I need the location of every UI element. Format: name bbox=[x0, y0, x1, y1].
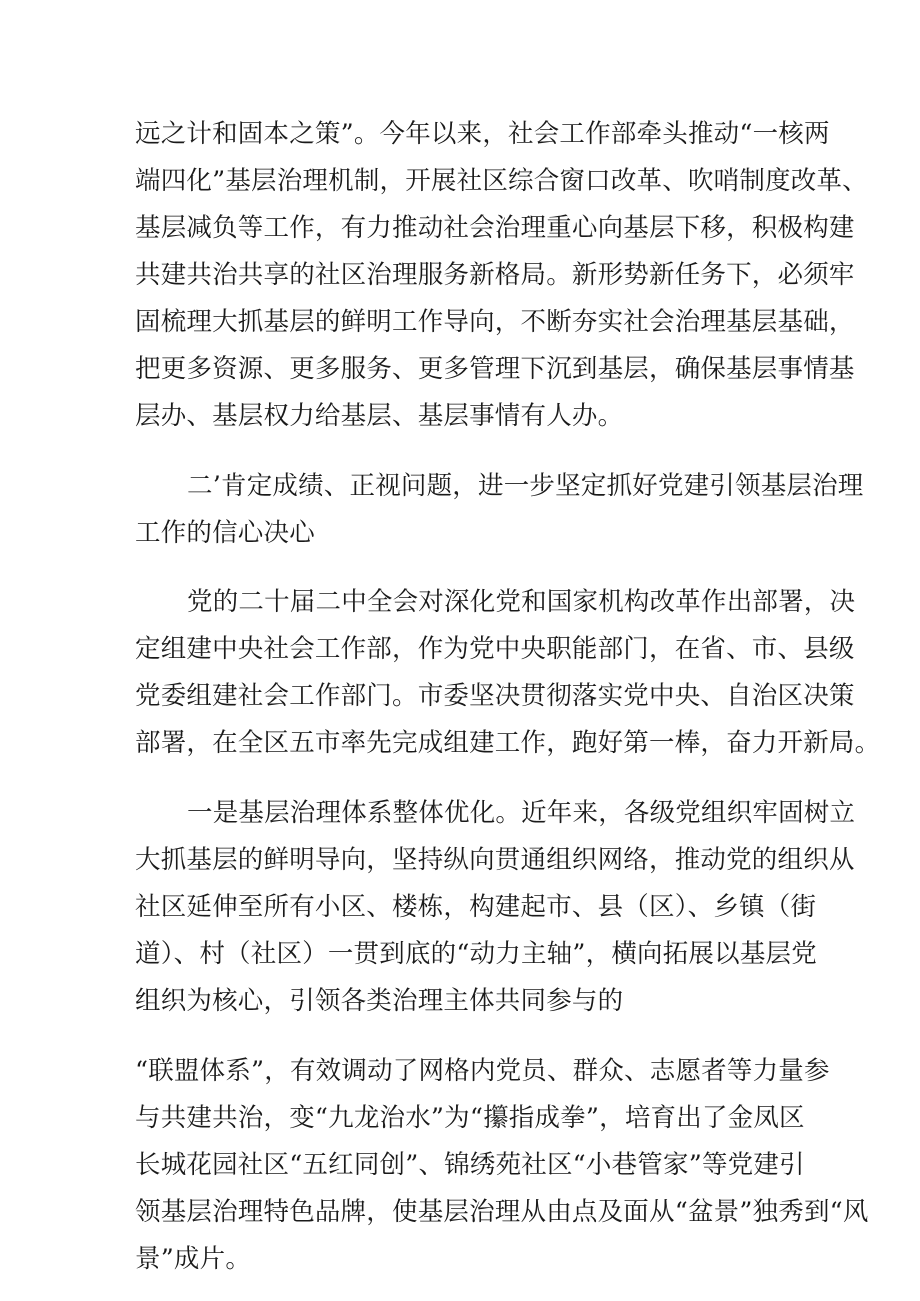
section-heading: 二’肯定成绩、正视问题，进一步坚定抓好党建引领基层治理 bbox=[187, 471, 864, 501]
text-line: 共建共治共享的社区治理服务新格局。新形势新任务下，必须牢 bbox=[135, 260, 855, 290]
text-line: 一是基层治理体系整体优化。近年来，各级党组织牢固树立 bbox=[187, 798, 856, 828]
text-line: 把更多资源、更多服务、更多管理下沉到基层，确保基层事情基 bbox=[135, 354, 855, 384]
section-heading: 工作的信心决心 bbox=[135, 518, 315, 548]
text-line: 端四化”基层治理机制，开展社区综合窗口改革、吹哨制度改革、 bbox=[135, 166, 868, 196]
text-line: 大抓基层的鲜明导向，坚持纵向贯通组织网络，推动党的组织从 bbox=[135, 845, 855, 875]
text-line: 党的二十届二中全会对深化党和国家机构改革作出部署，决 bbox=[187, 587, 856, 617]
text-line: 与共建共治，变“九龙治水”为“攥指成拳”，培育出了金凤区 bbox=[135, 1103, 805, 1133]
text-line: 远之计和固本之策”。今年以来，社会工作部牵头推动“一核两 bbox=[135, 119, 830, 149]
text-line: 定组建中央社会工作部，作为党中央职能部门，在省、市、县级 bbox=[135, 634, 855, 664]
text-line: 景”成片。 bbox=[135, 1244, 252, 1274]
text-line: 长城花园社区“五红同创”、锦绣苑社区“小巷管家”等党建引 bbox=[135, 1150, 805, 1180]
text-line: 固梳理大抓基层的鲜明工作导向，不断夯实社会治理基层基础， bbox=[135, 307, 855, 337]
text-line: 道）、村（社区）一贯到底的“动力主轴”，横向拓展以基层党 bbox=[135, 939, 817, 969]
text-line: 领基层治理特色品牌，使基层治理从由点及面从“盆景”独秀到“风 bbox=[135, 1197, 869, 1227]
text-line: 层办、基层权力给基层、基层事情有人办。 bbox=[135, 401, 624, 431]
text-line: 部署，在全区五市率先完成组建工作，跑好第一棒，奋力开新局。 bbox=[135, 728, 881, 758]
text-line: 组织为核心，引领各类治理主体共同参与的 bbox=[135, 986, 624, 1016]
text-line: 基层减负等工作，有力推动社会治理重心向基层下移，积极构建 bbox=[135, 213, 855, 243]
text-line: 社区延伸至所有小区、楼栋，构建起市、县（区）、乡镇（街 bbox=[135, 892, 817, 922]
text-line: 党委组建社会工作部门。市委坚决贯彻落实党中央、自治区决策 bbox=[135, 681, 855, 711]
text-line: “联盟体系”，有效调动了网格内党员、群众、志愿者等力量参 bbox=[135, 1056, 830, 1086]
